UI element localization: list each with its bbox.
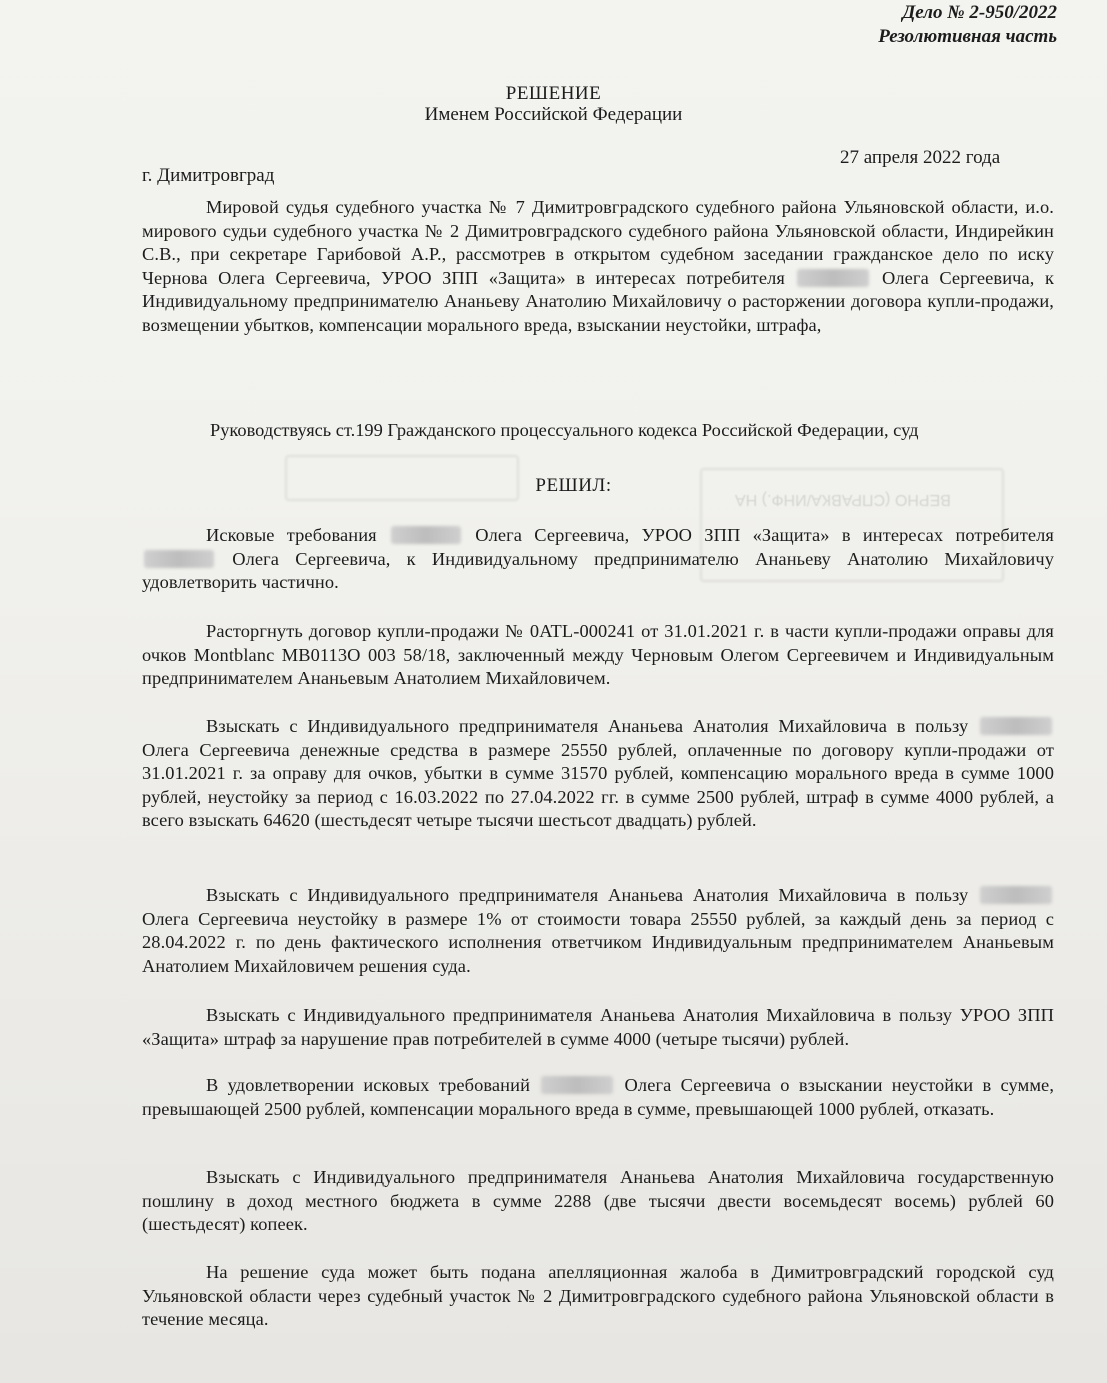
paragraph-4: [142, 884, 1054, 978]
decision-date: 27 апреля 2022 года: [840, 147, 1001, 168]
faded-stamp-text: ВЕРНО (СПРАВКА/ИНФ.) НА: [735, 491, 951, 508]
paragraph-1-text-a: Исковые требования: [206, 525, 377, 545]
paragraph-3-text-a: Взыскать с Индивидуального предпринимателя Ананьева Анатолия Михайловича в пользу: [206, 716, 969, 736]
paragraph-1-text-c: Олега Сергеевича, к Индивидуальному предпринимателю Ананьеву Анатолию Михайловичу удовлетворить частично.: [142, 548, 1054, 592]
intro-text-after: Олега Сергеевича, к Индивидуальному предпринимателю Ананьеву Анатолию Михайловичу о расторжении договора купли-продажи, возмещении убытков, компенсации морального вреда, взыскании неустойки, штрафа,: [142, 267, 1055, 335]
guided-by: Руководствуясь ст.199 Гражданского процессуального кодекса Российской Федерации, суд: [210, 420, 919, 440]
paragraph-8: На решение суда может быть подана апелляционная жалоба в Димитровградский городской суд Ульяновской области через судебный участок № 2 Димитровградского судебного района Ульяновской области в течение месяца.: [142, 1262, 1054, 1329]
intro-text: Мировой судья судебного участка № 7 Димитровградского судебного района Ульяновской области, и.о. мирового судьи судебного участка № 2 Димитровградского судебного района Ульяновской области, Индирейкин С.В., при секретаре Гарибовой А.Р., рассмотрев в открытом судебном заседании гражданское дело по иску Чернова Олега Сергеевича, УРОО ЗПП «Защита» в интересах потребителя: [142, 197, 1054, 288]
paragraph-1: [142, 524, 1054, 595]
in-name-of: Именем Российской Федерации: [424, 104, 683, 125]
paragraph-2: Расторгнуть договор купли-продажи № 0ATL-000241 от 31.01.2021 г. в части купли-продажи оправы для очков Montblanc MB0113O 003 58/18, заключенный между Черновым Олегом Сергеевичем и Индивидуальным предпринимателем Ананьевым Анатолием Михайловичем.: [142, 621, 1054, 688]
document-part: Резолютивная часть: [878, 26, 1057, 47]
paragraph-1-text-b: Олега Сергеевича, УРОО ЗПП «Защита» в интересах потребителя: [475, 525, 1054, 545]
redacted-name: [144, 550, 214, 568]
case-number: Дело № 2-950/2022: [902, 2, 1057, 23]
decision-title: РЕШЕНИЕ: [505, 83, 602, 104]
paragraph-3: [142, 715, 1054, 833]
paragraph-6: [142, 1074, 1054, 1121]
paragraph-4-text-a: Взыскать с Индивидуального предпринимателя Ананьева Анатолия Михайловича в пользу: [206, 885, 969, 905]
resolved-heading: РЕШИЛ:: [535, 475, 612, 496]
paragraph-3-text-b: Олега Сергеевича денежные средства в размере 25550 рублей, оплаченные по договору купли-продажи от 31.01.2021 г. за оправу для очков, убытки в сумме 31570 рублей, компенсацию морального вреда в сумме 1000 рублей, неустойку за период с 16.03.2022 по 27.04.2022 гг. в сумме 2500 рублей, штраф в сумме 4000 рублей, а всего взыскать 64620 (шестьдесят четыре тысячи шестьсот двадцать) рублей.: [142, 739, 1054, 830]
city: г. Димитровград: [142, 165, 275, 186]
redacted-name: [980, 717, 1052, 735]
redacted-name: [541, 1076, 613, 1094]
intro-paragraph: [142, 196, 1054, 337]
paragraph-6-text-b: Олега Сергеевича о взыскании неустойки в сумме, превышающей 2500 рублей, компенсации морального вреда в сумме, превышающей 1000 рублей, отказать.: [142, 1075, 1055, 1119]
paragraph-6-text-a: В удовлетворении исковых требований: [206, 1075, 531, 1095]
paragraph-7: Взыскать с Индивидуального предпринимателя Ананьева Анатолия Михайловича государственную пошлину в доход местного бюджета в сумме 2288 (две тысячи двести восемьдесят восемь) рублей 60 (шестьдесят) копеек.: [142, 1167, 1054, 1234]
paragraph-4-text-b: Олега Сергеевича неустойку в размере 1% от стоимости товара 25550 рублей, за каждый день за период с 28.04.2022 г. по день фактического исполнения ответчиком Индивидуальным предпринимателем Ананьевым Анатолием Михайловичем решения суда.: [142, 908, 1054, 976]
redacted-name: [797, 269, 869, 287]
redacted-name: [980, 886, 1052, 904]
paragraph-5: Взыскать с Индивидуального предпринимателя Ананьева Анатолия Михайловича в пользу УРОО ЗПП «Защита» штраф за нарушение прав потребителей в сумме 4000 (четыре тысячи) рублей.: [142, 1005, 1054, 1049]
redacted-name: [391, 526, 461, 544]
